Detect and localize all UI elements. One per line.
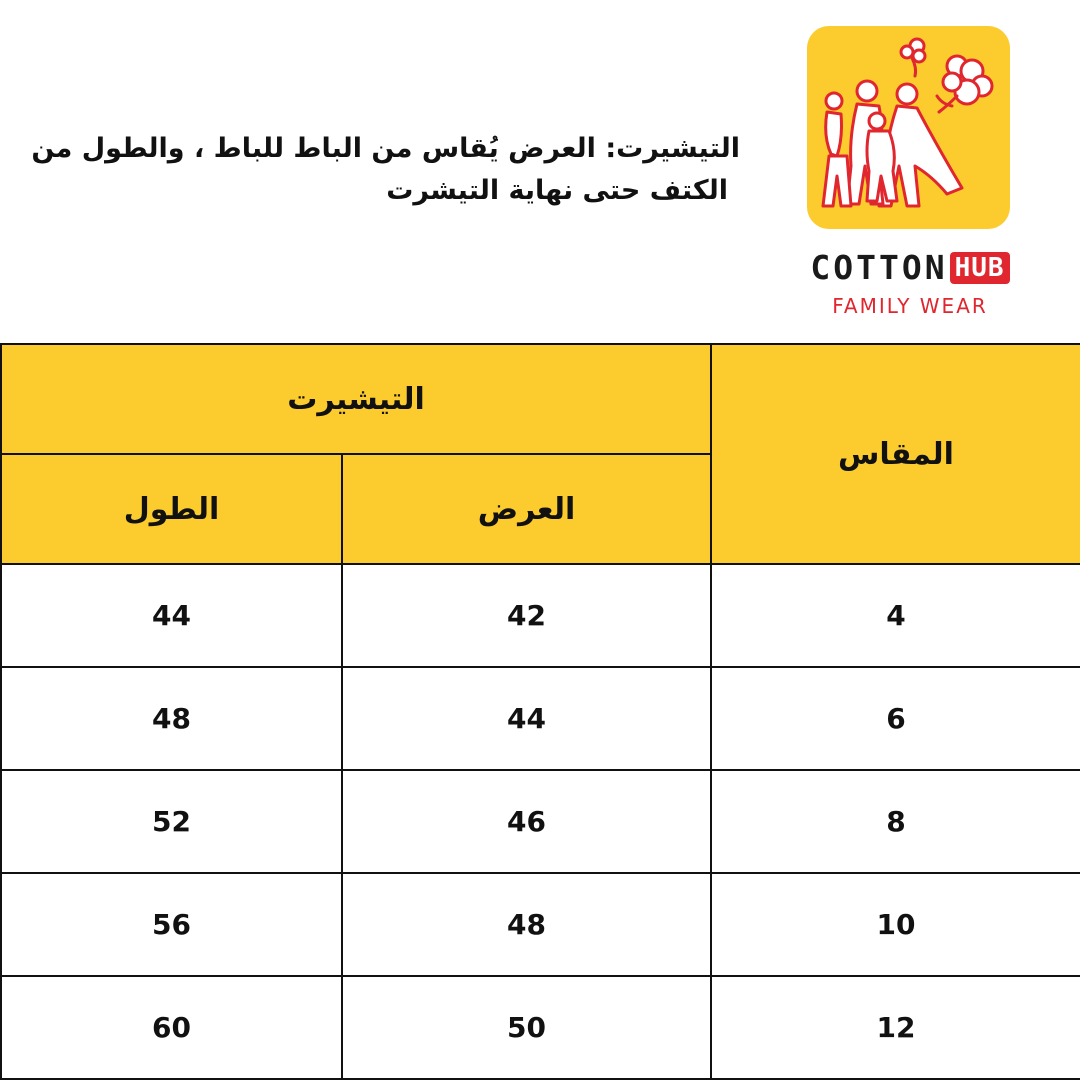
brand-name-hub: HUB (950, 252, 1010, 284)
table-header-row (1, 344, 1080, 454)
brand-name-cotton: COTTON (810, 248, 948, 287)
length-cell: 48 (1, 667, 342, 770)
length-cell: 60 (1, 976, 342, 1079)
size-chart-table (0, 343, 1080, 1080)
width-cell: 46 (342, 770, 711, 873)
size-column-header: المقاس (711, 344, 1080, 564)
brand-logo (807, 26, 1010, 229)
brand-tagline: FAMILY WEAR (832, 294, 988, 318)
length-cell: 52 (1, 770, 342, 873)
table-row (1, 770, 1080, 873)
table-row (1, 873, 1080, 976)
family-cotton-icon (807, 26, 1010, 229)
length-cell: 44 (1, 564, 342, 667)
length-cell: 56 (1, 873, 342, 976)
size-cell: 4 (711, 564, 1080, 667)
length-column-header: الطول (1, 454, 342, 564)
brand-name (790, 248, 1030, 288)
size-cell: 10 (711, 873, 1080, 976)
table-row (1, 564, 1080, 667)
width-column-header: العرض (342, 454, 711, 564)
size-cell: 8 (711, 770, 1080, 873)
table-row (1, 667, 1080, 770)
width-cell: 42 (342, 564, 711, 667)
width-cell: 50 (342, 976, 711, 1079)
tshirt-group-header: التيشيرت (1, 344, 711, 454)
width-cell: 44 (342, 667, 711, 770)
table-row (1, 976, 1080, 1079)
description-line-1: التيشيرت: العرض يُقاس من الباط للباط ، والطول من (31, 133, 740, 164)
size-cell: 12 (711, 976, 1080, 1079)
description-line-2: الكتف حتى نهاية التيشرت (386, 175, 728, 206)
width-cell: 48 (342, 873, 711, 976)
size-guide-description (20, 128, 740, 212)
size-cell: 6 (711, 667, 1080, 770)
